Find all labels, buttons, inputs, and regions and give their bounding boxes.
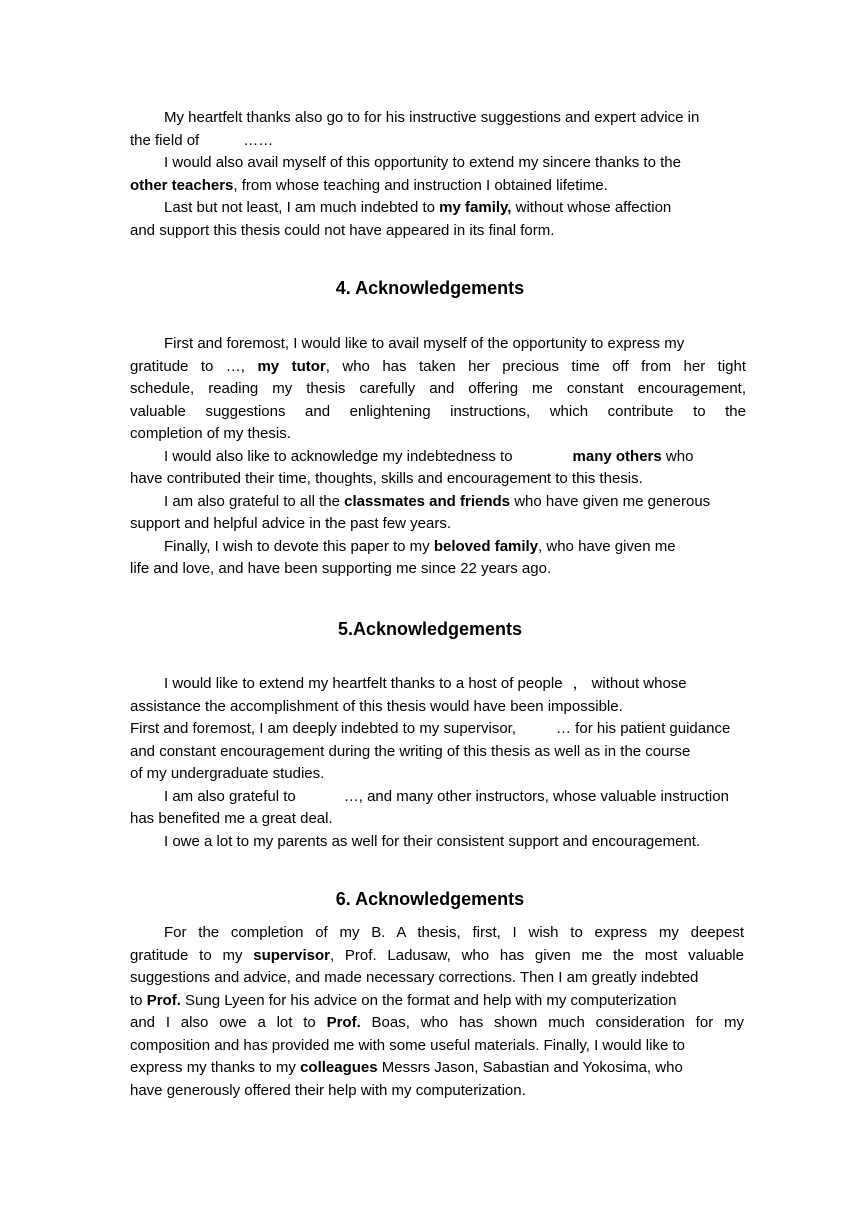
section-5-body [130,673,790,853]
s4-p4-line1: Finally, I wish to devote this paper to my beloved family, who have given me [164,537,676,555]
intro-p2-line1: I would also avail myself of this opportunity to extend my sincere thanks to the [164,154,681,171]
s5-line6: I am also grateful to …, and many other instructors, whose valuable instruction [164,787,729,805]
s4-p1-line5: completion of my thesis. [130,425,291,442]
s4-p2-line1: I would also like to acknowledge my indebtedness to many others who [164,447,694,465]
s5-line4: and constant encouragement during the writing of this thesis as well as in the course [130,742,691,760]
s4-p1-line2: gratitude to …, my tutor, who has taken her precious time off from her tight [130,357,747,375]
intro-p3-line2: and support this thesis could not have appeared in its final form. [130,221,555,239]
intro-p3-line1: Last but not least, I am much indebted to my family, without whose affection [164,199,672,216]
section-6-heading: 6. Acknowledgements [335,889,525,909]
s6-line8: have generously offered their help with my computerization. [130,1081,526,1099]
s6-line4: to Prof. Sung Lyeen for his advice on the format and help with my computerization [130,991,677,1009]
s5-line1: I would like to extend my heartfelt thanks to a host of people ， without whose [164,675,687,692]
s4-p3-line2: support and helpful advice in the past few years. [130,515,452,532]
s4-p1-line4: valuable suggestions and enlightening instructions, which contribute to the [130,402,746,420]
s4-p1-line1: First and foremost, I would like to avail myself of the opportunity to express my [164,335,685,352]
s4-p4-line2: life and love, and have been supporting me since 22 years ago. [130,560,552,577]
intro-p2-line2: other teachers, from whose teaching and instruction I obtained lifetime. [130,176,608,194]
section-4-body [130,333,746,581]
s5-line8: I owe a lot to my parents as well for their consistent support and encouragement. [164,832,701,850]
s5-line5: of my undergraduate studies. [130,765,325,782]
intro-section [130,107,746,242]
intro-p1-line2: the field of …… [130,131,274,149]
s4-p2-line2: have contributed their time, thoughts, skills and encouragement to this thesis. [130,470,643,487]
s6-line5: and I also owe a lot to Prof. Boas, who has shown much consideration for my [130,1014,744,1031]
section-6-body [130,922,744,1102]
s5-line7: has benefited me a great deal. [130,810,333,827]
s5-line2: assistance the accomplishment of this thesis would have been impossible. [130,697,623,715]
s4-p1-line3: schedule, reading my thesis carefully and offering me constant encouragement, [130,380,746,397]
s5-line3: First and foremost, I am deeply indebted to my supervisor, … for his patient guidance [130,720,731,737]
s6-line1: For the completion of my B. A thesis, first, I wish to express my deepest [164,924,744,941]
section-5-heading: 5.Acknowledgements [337,619,523,639]
s6-line3: suggestions and advice, and made necessary corrections. Then I am greatly indebted [130,969,699,986]
s6-line2: gratitude to my supervisor, Prof. Ladusaw, who has given me the most valuable [130,946,744,964]
s6-line6: composition and has provided me with some useful materials. Finally, I would like to [130,1036,685,1054]
intro-p1-line1: My heartfelt thanks also go to for his instructive suggestions and expert advice in [164,109,700,126]
s6-line7: express my thanks to my colleagues Messrs Jason, Sabastian and Yokosima, who [130,1059,683,1076]
section-4-heading: 4. Acknowledgements [335,278,525,298]
s4-p3-line1: I am also grateful to all the classmates and friends who have given me generous [164,492,711,510]
